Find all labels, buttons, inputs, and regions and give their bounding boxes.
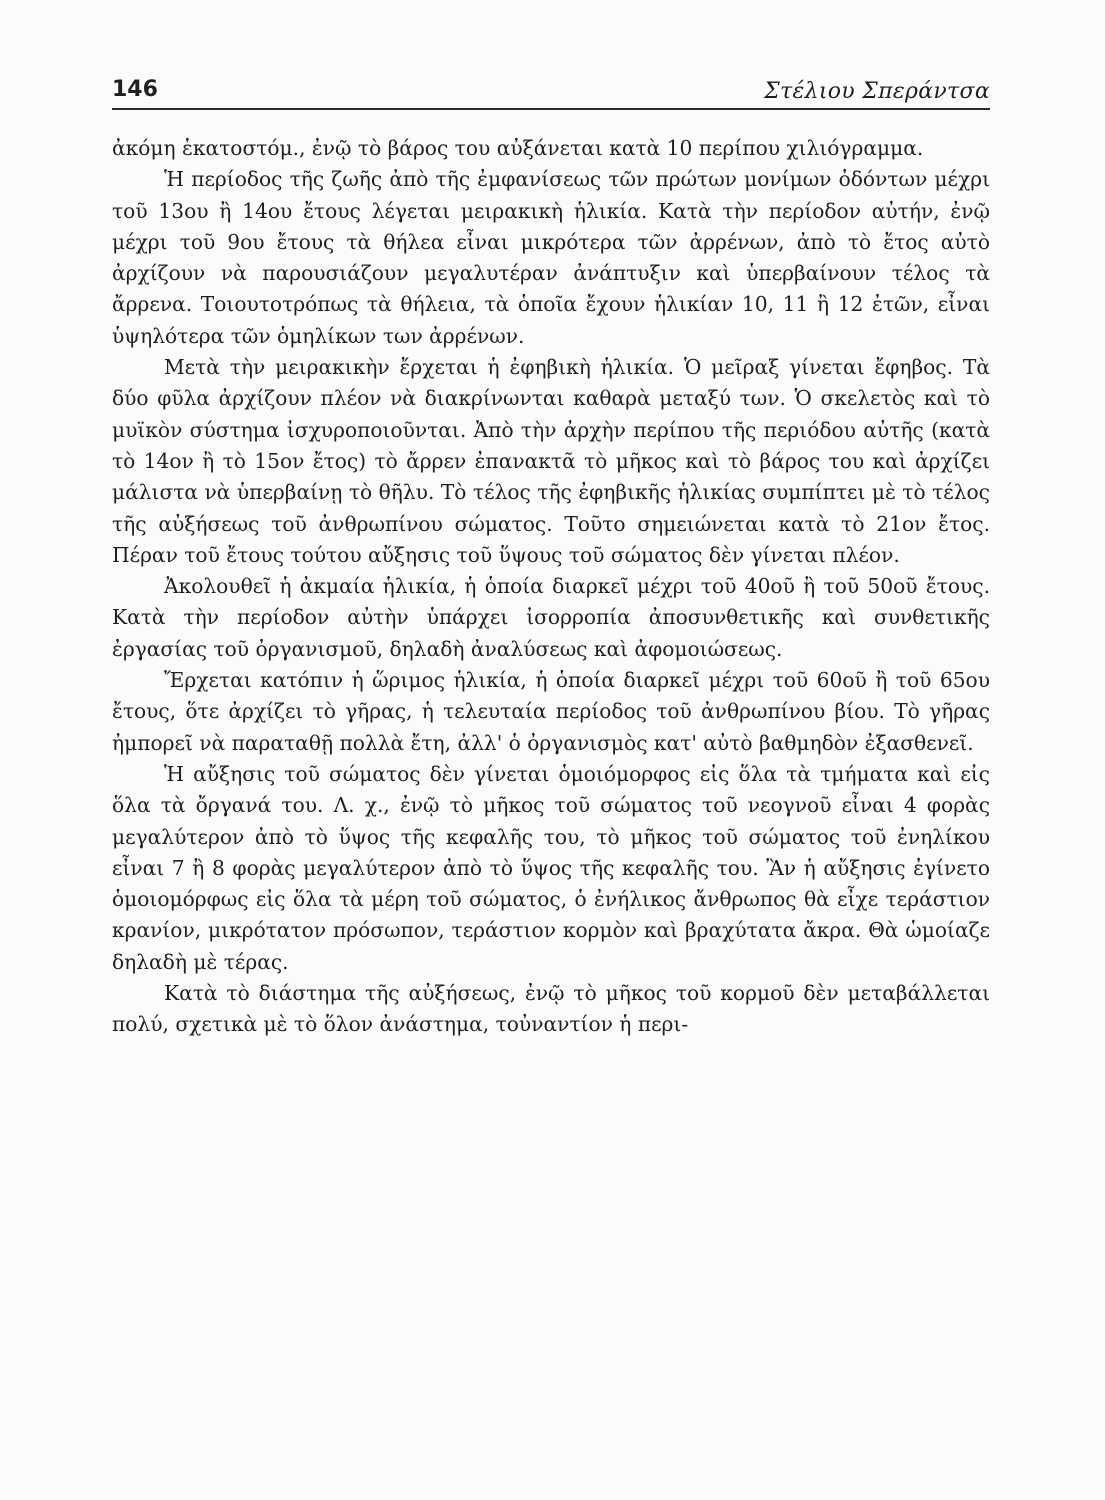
body-text [112, 133, 990, 1041]
paragraph: ἀκόμη ἑκατοστόμ., ἐνῷ τὸ βάρος του αὐξάνεται κατὰ 10 περίπου χιλιόγραμμα. [112, 136, 924, 160]
paragraph: Ἡ περίοδος τῆς ζωῆς ἀπὸ τῆς ἐμφανίσεως τῶν πρώτων μονίμων ὀδόντων μέχρι τοῦ 13ου ἢ 14ου ἔτους λέγεται μειρακικὴ ἡλικία. Κατὰ τὴν περίοδον αὐτήν, ἐνῷ μέχρι τοῦ 9ου ἔτους τὰ θήλεα εἶναι μικρότερα τῶν ἀρρένων, ἀπὸ τὸ ἔτος αὐτὸ ἀρχίζουν νὰ παρουσιάζουν μεγαλυτέραν ἀνάπτυξιν καὶ ὑπερβαίνουν τέλος τὰ ἄρρενα. Τοιουτοτρόπως τὰ θήλεια, τὰ ὁποῖα ἔχουν ἡλικίαν 10, 11 ἢ 12 ἐτῶν, εἶναι ὑψηλότερα τῶν ὁμηλίκων των ἀρρένων. [112, 167, 990, 348]
page-number: 146 [112, 77, 158, 102]
paragraph: Μετὰ τὴν μειρακικὴν ἔρχεται ἡ ἐφηβικὴ ἡλικία. Ὁ μεῖραξ γίνεται ἔφηβος. Τὰ δύο φῦλα ἀρχίζουν πλέον νὰ διακρίνωνται καθαρὰ μεταξύ των. Ὁ σκελετὸς καὶ τὸ μυϊκὸν σύστημα ἰσχυροποιοῦνται. Ἀπὸ τὴν ἀρχὴν περίπου τῆς περιόδου αὐτῆς (κατὰ τὸ 14ον ἢ τὸ 15ον ἔτος) τὸ ἄρρεν ἐπανακτᾶ τὸ μῆκος καὶ τὸ βάρος του καὶ ἀρχίζει μάλιστα νὰ ὑπερβαίνῃ τὸ θῆλυ. Τὸ τέλος τῆς ἐφηβικῆς ἡλικίας συμπίπτει μὲ τὸ τέλος τῆς αὐξήσεως τοῦ ἀνθρωπίνου σώματος. Τοῦτο σημειώνεται κατὰ τὸ 21ον ἔτος. Πέραν τοῦ ἔτους τούτου αὔξησις τοῦ ὕψους τοῦ σώματος δὲν γίνεται πλέον. [112, 355, 990, 567]
paragraph: Ἡ αὔξησις τοῦ σώματος δὲν γίνεται ὁμοιόμορφος εἰς ὅλα τὰ τμήματα καὶ εἰς ὅλα τὰ ὄργανά του. Λ. χ., ἐνῷ τὸ μῆκος τοῦ σώματος τοῦ νεογνοῦ εἶναι 4 φορὰς μεγαλύτερον ἀπὸ τὸ ὕψος τῆς κεφαλῆς του, τὸ μῆκος τοῦ σώματος τοῦ ἐνηλίκου εἶναι 7 ἢ 8 φορὰς μεγαλύτερον ἀπὸ τὸ ὕψος τῆς κεφαλῆς του. Ἂν ἡ αὔξησις ἐγίνετο ὁμοιομόρφως εἰς ὅλα τὰ μέρη τοῦ σώματος, ὁ ἐνήλικος ἄνθρωπος θὰ εἶχε τεράστιον κρανίον, μικρότατον πρόσωπον, τεράστιον κορμὸν καὶ βραχύτατα ἄκρα. Θὰ ὡμοίαζε δηλαδὴ μὲ τέρας. [112, 761, 990, 974]
paragraph: Κατὰ τὸ διάστημα τῆς αὐξήσεως, ἐνῷ τὸ μῆκος τοῦ κορμοῦ δὲν μεταβάλλεται πολύ, σχετικὰ μὲ τὸ ὅλον ἀνάστημα, τοὐναντίον ἡ περι- [112, 981, 990, 1037]
paragraph: Ἀκολουθεῖ ἡ ἀκμαία ἡλικία, ἡ ὁποία διαρκεῖ μέχρι τοῦ 40οῦ ἢ τοῦ 50οῦ ἔτους. Κατὰ τὴν περίοδον αὐτὴν ὑπάρχει ἰσορροπία ἀποσυνθετικῆς καὶ συνθετικῆς ἐργασίας τοῦ ὀργανισμοῦ, δηλαδὴ ἀναλύσεως καὶ ἀφομοιώσεως. [112, 574, 990, 661]
running-head: Στέλιου Σπεράντσα [764, 79, 990, 104]
paragraph: Ἔρχεται κατόπιν ἡ ὥριμος ἡλικία, ἡ ὁποία διαρκεῖ μέχρι τοῦ 60οῦ ἢ τοῦ 65ου ἔτους, ὅτε ἀρχίζει τὸ γῆρας, ἡ τελευταία περίοδος τοῦ ἀνθρωπίνου βίου. Τὸ γῆρας ἠμπορεῖ νὰ παραταθῇ πολλὰ ἔτη, ἀλλ' ὁ ὀργανισμὸς κατ' αὐτὸ βαθμηδὸν ἐξασθενεῖ. [112, 668, 990, 755]
page-header [112, 72, 990, 110]
